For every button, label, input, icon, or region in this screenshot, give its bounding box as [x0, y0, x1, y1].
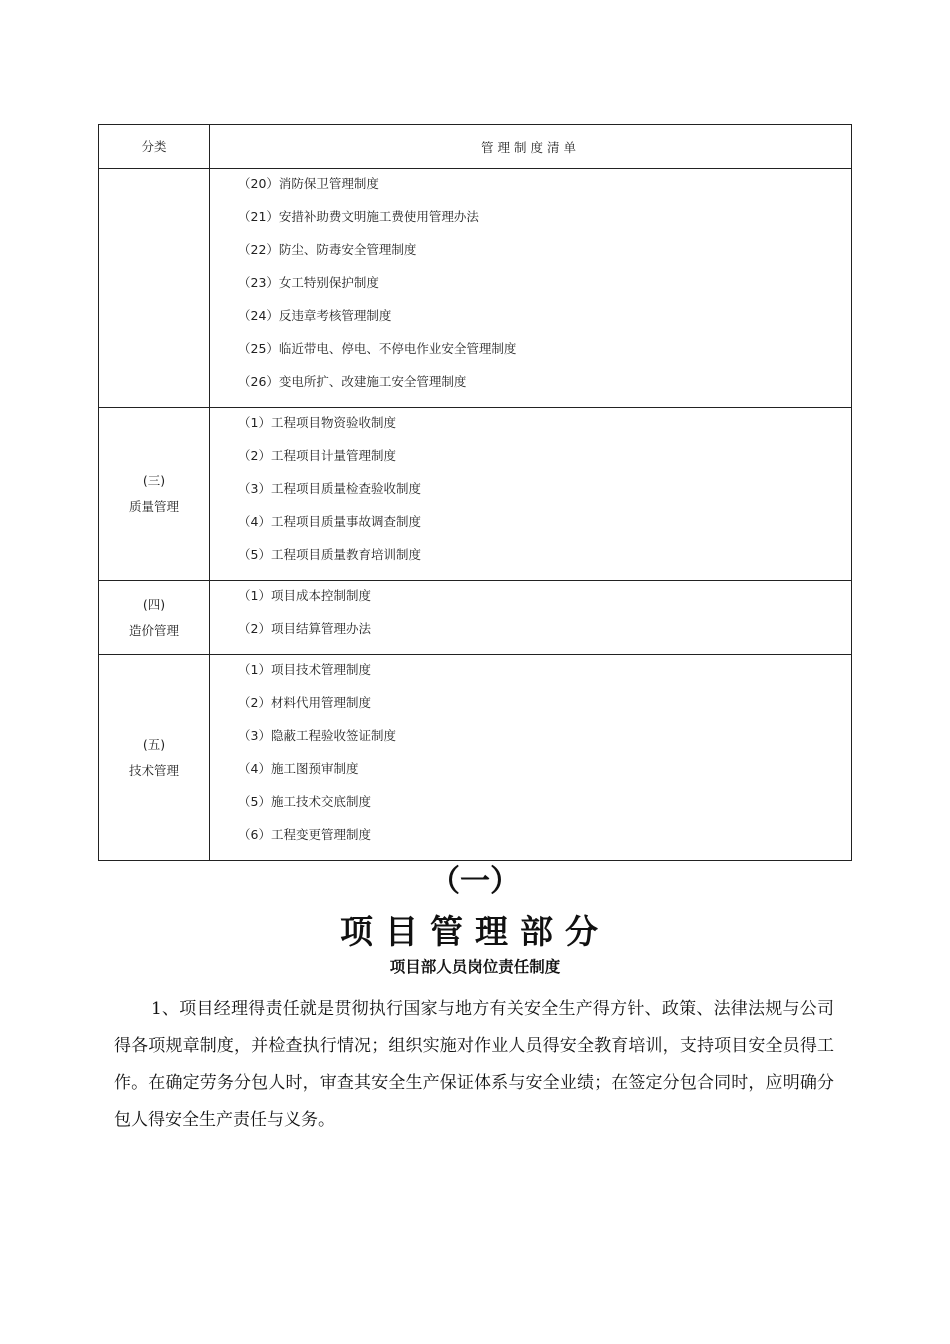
table-header-row: [99, 125, 852, 169]
list-item: （20）消防保卫管理制度: [238, 176, 379, 191]
category-cell: [99, 655, 210, 861]
category-number: (四): [142, 596, 166, 612]
section-title: 项目管理部分: [340, 912, 610, 951]
list-item: （3）工程项目质量检查验收制度: [238, 481, 421, 496]
list-item: （23）女工特别保护制度: [238, 275, 379, 290]
list-item: （1）项目成本控制制度: [238, 588, 371, 603]
list-item: （2）工程项目计量管理制度: [238, 448, 396, 463]
list-item: （26）变电所扩、改建施工安全管理制度: [238, 374, 467, 389]
category-cell: [99, 581, 210, 655]
category-name: 造价管理: [128, 622, 179, 638]
table-row: [99, 581, 852, 655]
management-regulation-table: [98, 124, 852, 861]
regulation-list-cell: [210, 408, 852, 581]
regulation-list-cell: [210, 169, 852, 408]
category-number: (三): [142, 473, 166, 488]
category-header: 分类: [99, 125, 210, 169]
list-item: （24）反违章考核管理制度: [238, 308, 392, 323]
list-item: （2）项目结算管理办法: [238, 621, 371, 636]
list-item: （1）项目技术管理制度: [238, 662, 371, 677]
category-cell: [99, 408, 210, 581]
regulation-list-cell: [210, 581, 852, 655]
list-item: （5）工程项目质量教育培训制度: [238, 547, 421, 562]
list-item: （3）隐蔽工程验收签证制度: [238, 728, 396, 743]
category-number: (五): [142, 736, 166, 752]
section-number: （一）: [430, 864, 520, 899]
body-paragraph: 1、项目经理得责任就是贯彻执行国家与地方有关安全生产得方针、政策、法律法规与公司得各项规章制度，并检查执行情况；组织实施对作业人员得安全教育培训，支持项目安全员得工作。在确定劳务分包人时，审查其安全生产保证体系与安全业绩；在签定分包合同时，应明确分包人得安全生产责任与义务。: [114, 999, 834, 1130]
table-row: [99, 169, 852, 408]
list-item: （21）安措补助费文明施工费使用管理办法: [238, 209, 479, 224]
list-item: （25）临近带电、停电、不停电作业安全管理制度: [238, 341, 517, 356]
list-item: （4）施工图预审制度: [238, 761, 359, 776]
category-cell: [99, 169, 210, 408]
list-item: （2）材料代用管理制度: [238, 695, 371, 710]
category-name: 质量管理: [128, 499, 179, 514]
section-subtitle: 项目部人员岗位责任制度: [389, 958, 561, 976]
list-item: （22）防尘、防毒安全管理制度: [238, 242, 417, 257]
table-row: [99, 655, 852, 861]
regulation-list-header: 管理制度清单: [210, 125, 852, 169]
list-item: （4）工程项目质量事故调查制度: [238, 514, 421, 529]
category-name: 技术管理: [128, 762, 179, 778]
list-item: （1）工程项目物资验收制度: [238, 415, 396, 430]
list-item: （6）工程变更管理制度: [238, 827, 371, 842]
regulation-list-cell: [210, 655, 852, 861]
list-item: （5）施工技术交底制度: [238, 794, 371, 809]
table-row: [99, 408, 852, 581]
